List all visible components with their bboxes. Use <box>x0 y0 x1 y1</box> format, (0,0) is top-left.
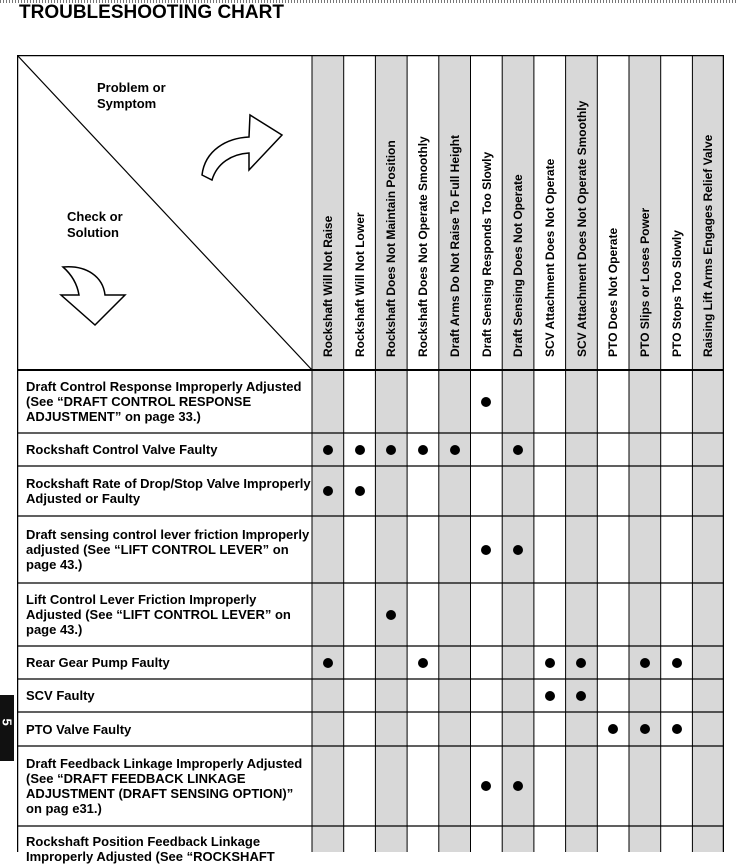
check-mark-dot <box>640 724 650 734</box>
row-label: Draft Control Response Improperly Adjusted (See “DRAFT CONTROL RESPONSE ADJUSTMENT” on page 33.) <box>26 379 302 424</box>
row-label: SCV Faulty <box>26 688 95 703</box>
check-solution-label: Check or Solution <box>67 209 123 240</box>
curved-arrow-down-icon <box>61 267 125 325</box>
row-label: Draft sensing control lever friction Improperly adjusted (See “LIFT CONTROL LEVER” on page 43.) <box>26 527 310 572</box>
column-header-label: Rockshaft Will Not Raise <box>321 215 335 357</box>
row-label: Draft Feedback Linkage Improperly Adjusted (See “DRAFT FEEDBACK LINKAGE ADJUSTMENT (DRAFT SENSING OPTION)” on pag e31.) <box>26 756 303 816</box>
page-title: TROUBLESHOOTING CHART <box>19 2 284 23</box>
section-tab <box>0 695 14 761</box>
column-header <box>534 57 565 369</box>
check-mark-dot <box>481 545 491 555</box>
check-mark-dot <box>418 658 428 668</box>
check-mark-dot <box>450 445 460 455</box>
check-mark-dot <box>576 658 586 668</box>
check-mark-dot <box>323 445 333 455</box>
check-mark-dot <box>672 724 682 734</box>
column-header <box>407 57 438 369</box>
column-header <box>471 57 502 369</box>
column-header <box>439 57 470 369</box>
column-header-label: Draft Sensing Does Not Operate <box>511 174 526 357</box>
column-header <box>566 57 597 369</box>
row-label: Rockshaft Position Feedback Linkage Improperly Adjusted (See “ROCKSHAFT <box>26 834 275 864</box>
check-mark-dot <box>513 781 523 791</box>
row-label: Rockshaft Control Valve Faulty <box>26 442 218 457</box>
column-header-label: SCV Attachment Does Not Operate <box>542 158 557 357</box>
column-header <box>375 57 406 369</box>
column-header-label: Rockshaft Does Not Maintain Position <box>384 140 399 357</box>
curved-arrow-right-icon <box>202 115 282 180</box>
check-mark-dot <box>481 397 491 407</box>
problem-symptom-label: Problem or Symptom <box>97 80 166 111</box>
column-header-label: SCV Attachment Does Not Operate Smoothly <box>574 100 589 357</box>
check-mark-dot <box>640 658 650 668</box>
column-header <box>692 57 723 369</box>
section-tab-number: 5 <box>0 718 15 726</box>
troubleshooting-table <box>17 55 724 864</box>
column-header-label: Rockshaft Does Not Operate Smoothly <box>416 136 431 357</box>
row-label: Rockshaft Rate of Drop/Stop Valve Improperly Adjusted or Faulty <box>26 476 311 506</box>
check-mark-dot <box>386 610 396 620</box>
column-header-label: PTO Slips or Loses Power <box>638 207 652 357</box>
column-header <box>661 57 692 369</box>
column-header <box>629 57 660 369</box>
check-mark-dot <box>513 445 523 455</box>
check-mark-dot <box>323 486 333 496</box>
column-header <box>344 57 375 369</box>
column-header <box>502 57 533 369</box>
column-header <box>312 57 343 369</box>
column-header-label: Draft Sensing Responds Too Slowly <box>479 151 494 357</box>
check-mark-dot <box>545 691 555 701</box>
column-header-label: Rockshaft Will Not Lower <box>352 212 367 357</box>
column-header-label: PTO Stops Too Slowly <box>669 230 684 357</box>
check-mark-dot <box>513 545 523 555</box>
column-header-label: PTO Does Not Operate <box>606 227 621 357</box>
column-header <box>597 57 628 369</box>
check-mark-dot <box>323 658 333 668</box>
check-mark-dot <box>355 445 365 455</box>
check-mark-dot <box>545 658 555 668</box>
check-mark-dot <box>576 691 586 701</box>
check-mark-dot <box>355 486 365 496</box>
check-mark-dot <box>386 445 396 455</box>
row-label: PTO Valve Faulty <box>26 721 132 737</box>
check-mark-dot <box>672 658 682 668</box>
row-label: Rear Gear Pump Faulty <box>26 655 170 670</box>
check-mark-dot <box>418 445 428 455</box>
column-header-label: Raising Lift Arms Engages Relief Valve <box>701 134 716 357</box>
row-label: Lift Control Lever Friction Improperly Adjusted (See “LIFT CONTROL LEVER” on page 43.) <box>26 592 291 637</box>
column-header-label: Draft Arms Do Not Raise To Full Height <box>447 134 462 357</box>
